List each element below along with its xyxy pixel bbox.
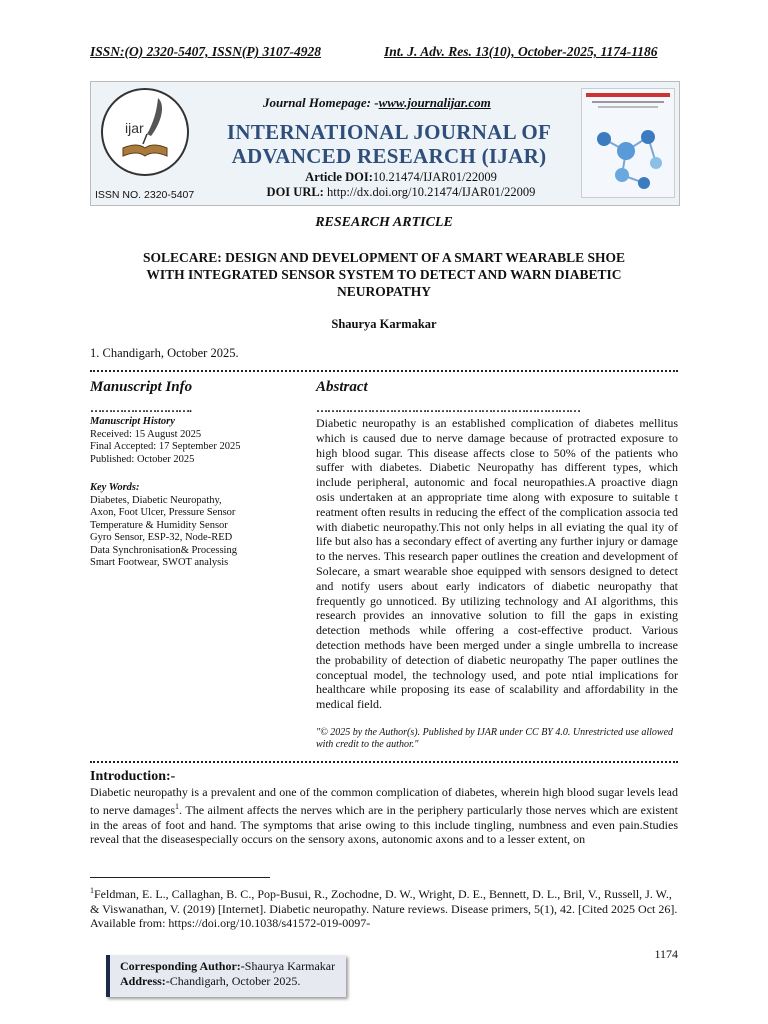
corresponding-address (120, 974, 346, 989)
page-number: 1174 (654, 947, 678, 961)
corr-author-value: Shaurya Karmakar (244, 959, 336, 973)
introduction-heading: Introduction:- (90, 769, 176, 784)
divider-dotted (90, 761, 678, 763)
doi-url-label: DOI URL: (266, 185, 324, 199)
keywords (90, 482, 290, 570)
keyword-line: Axon, Foot Ulcer, Pressure Sensor (90, 507, 236, 518)
journal-cover-thumbnail (581, 88, 675, 198)
article-title (60, 249, 708, 300)
footnote-text: Feldman, E. L., Callaghan, B. C., Pop-Busui, R., Zochodne, D. W., Wright, D. E., Bennett, D. L., Bril, V., Russell, J. W., & Viswanathan, V. (2019) [Internet]. Diabetic neuropathy. Nature reviews. Disease primers, 5(1), 42. [Cited 2025 Oct 26]. Available from: https://doi.org/10.1038/s41572-019-0097- (90, 887, 678, 930)
abstract-dots: ……………………………………………………………… (316, 401, 580, 415)
journal-title-line1: INTERNATIONAL JOURNAL OF (226, 120, 552, 144)
doi-value: 10.21474/IJAR01/22009 (372, 170, 497, 184)
corresponding-author-box (106, 955, 346, 997)
title-line: NEUROPATHY (337, 284, 431, 299)
corr-address-value: Chandigarh, October 2025. (169, 974, 301, 988)
manuscript-history (90, 416, 290, 466)
doi-url-value[interactable]: http://dx.doi.org/10.21474/IJAR01/22009 (326, 185, 536, 199)
manuscript-info-heading: Manuscript Info (90, 379, 193, 395)
journal-title-line2: ADVANCED RESEARCH (IJAR) (231, 144, 547, 168)
affiliation: 1. Chandigarh, October 2025. (90, 346, 239, 360)
keyword-line: Diabetes, Diabetic Neuropathy, (90, 494, 222, 506)
issn-small: ISSN NO. 2320-5407 (95, 189, 195, 201)
keyword-line: Temperature & Humidity Sensor (90, 519, 228, 531)
author-name: Shaurya Karmakar (331, 317, 437, 331)
article-doi (231, 170, 571, 185)
received-date: Received: 15 August 2025 (90, 428, 202, 440)
title-line: WITH INTEGRATED SENSOR SYSTEM TO DETECT AND WARN DIABETIC (146, 267, 622, 282)
divider-dotted (90, 370, 678, 372)
journal-banner (90, 81, 680, 206)
footnote (90, 884, 678, 931)
homepage-label: Journal Homepage: - (263, 95, 379, 110)
footnote-ref[interactable]: 1 (175, 801, 180, 811)
doi-url (231, 185, 571, 200)
header-citation: Int. J. Adv. Res. 13(10), October-2025, 1174-1186 (384, 44, 658, 59)
footnote-number: 1 (90, 886, 94, 895)
intro-text-part: Diabetic neuropathy is a prevalent and one of the common complication of diabetes, wherein high blood sugar levels lead to nerve damages (90, 785, 678, 817)
accepted-date: Final Accepted: 17 September 2025 (90, 441, 241, 452)
abstract-text: Diabetic neuropathy is an established complication of diabetes mellitus which is caused due to nerve damage because of protracted exposure to high blood sugar. This disease affects close to 50% of the patients who suffer with diabetes. Diabetic Neuropathy has different types, which include peripheral, autonomic and focal neuropathies.A proactive diagn osis undertaken at an appropriate time along with exposure to suitable t reatment often results in reducing the effect of the complication associa ted with diabetic neuropathy.This not only helps in all eviating the qual ity of life but also has a secondary effect of averting any further injury or damage to the nerves. This research paper outlines the creation and development of Solecare, a smart wearable shoe equipped with sensors designed to detect and notify users about early indicators of diabetic neuropathy that frequently go unnoticed. By utilizing technology and AI algorithms, this research provides an innovative solution to fill the gaps in existing detection methods while offering a cost-effective product. Various detection methods have been merged under a single umbrella to increase the probability of detection of diabetic neuropathy The paper outlines the conceptual model, the technology used, and pote ntial implications for healthcare while proposing its ease of scalability and affordability in the medical field. (316, 416, 678, 712)
keywords-heading: Key Words: (90, 482, 140, 493)
keyword-line: Gyro Sensor, ESP-32, Node-RED (90, 532, 233, 543)
manuscript-dots: ………………………. (90, 401, 191, 415)
homepage-link[interactable]: www.journalijar.com (378, 95, 491, 110)
published-date: Published: October 2025 (90, 453, 195, 465)
article-type: RESEARCH ARTICLE (315, 215, 453, 230)
footnote-rule (90, 877, 270, 878)
journal-title (219, 120, 559, 168)
abstract-heading: Abstract (316, 379, 368, 395)
history-heading: Manuscript History (90, 416, 175, 427)
quill-book-icon (103, 90, 187, 174)
introduction-text (90, 785, 678, 847)
doi-label: Article DOI: (305, 170, 373, 184)
corr-address-label: Address:- (120, 974, 170, 988)
molecule-icon (582, 89, 674, 197)
keyword-line: Smart Footwear, SWOT analysis (90, 557, 229, 568)
corr-author-label: Corresponding Author:- (120, 959, 245, 973)
journal-homepage (263, 95, 491, 111)
journal-logo (101, 88, 189, 176)
keyword-line: Data Synchronisation& Processing (90, 544, 237, 556)
corresponding-author (120, 959, 346, 974)
title-line: SOLECARE: DESIGN AND DEVELOPMENT OF A SMART WEARABLE SHOE (142, 250, 626, 265)
logo-text: ijar (125, 120, 144, 136)
copyright-notice: "© 2025 by the Author(s). Published by IJAR under CC BY 4.0. Unrestricted use allowed with credit to the author." (316, 727, 674, 750)
header-issn: ISSN:(O) 2320-5407, ISSN(P) 3107-4928 (90, 44, 322, 59)
intro-text-part: . The ailment affects the nerves which are in the periphery particularly those nerves which are existent in the areas of foot and hand. The symptoms that arise owing to this include tingling, numbness and even pain.Studies reveal that the diseasespecially occurs on the sensory axons, autonomic axons and to a lesser extent, on (90, 802, 678, 847)
